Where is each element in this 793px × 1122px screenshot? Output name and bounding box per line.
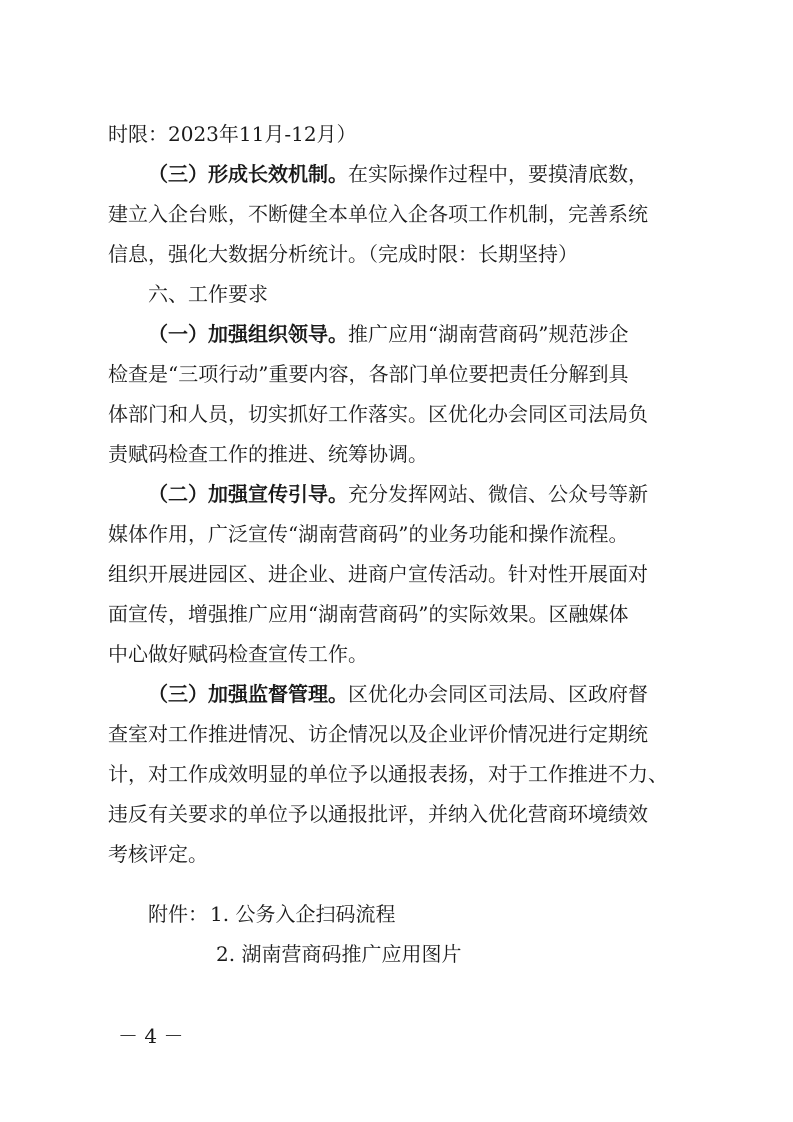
requirement-one-first-line xyxy=(148,320,708,348)
paragraph-title: （三）加强监督管理。 xyxy=(148,682,348,706)
paragraph-three-first-line xyxy=(148,160,708,188)
paragraph-text: 推广应用“湖南营商码”规范涉企 xyxy=(348,322,629,346)
body-line: 信息，强化大数据分析统计。（完成时限：长期坚持） xyxy=(108,242,578,266)
body-line: 查室对工作推进情况、访企情况以及企业评价情况进行定期统 xyxy=(108,722,648,746)
paragraph-text: 区优化办会同区司法局、区政府督 xyxy=(348,682,648,706)
body-line: 面宣传，增强推广应用“湖南营商码”的实际效果。区融媒体 xyxy=(108,602,629,626)
body-line: 违反有关要求的单位予以通报批评，并纳入优化营商环境绩效 xyxy=(108,802,648,826)
attachment-item: 1. 公务入企扫码流程 xyxy=(210,902,396,926)
paragraph-title: （三）形成长效机制。 xyxy=(148,162,348,186)
body-line: 体部门和人员，切实抓好工作落实。区优化办会同区司法局负 xyxy=(108,402,648,426)
body-line: 检查是“三项行动”重要内容，各部门单位要把责任分解到具 xyxy=(108,362,629,386)
body-line: 组织开展进园区、进企业、进商户宣传活动。针对性开展面对 xyxy=(108,562,648,586)
section-heading: 六、工作要求 xyxy=(148,282,268,306)
body-line: 责赋码检查工作的推进、统筹协调。 xyxy=(108,442,428,466)
body-line: 建立入企台账，不断健全本单位入企各项工作机制，完善系统 xyxy=(108,202,648,226)
attachment-item: 2. 湖南营商码推广应用图片 xyxy=(216,942,462,966)
paragraph-title: （二）加强宣传引导。 xyxy=(148,482,348,506)
attachment-label: 附件： xyxy=(148,902,208,926)
paragraph-text: 充分发挥网站、微信、公众号等新 xyxy=(348,482,648,506)
requirement-two-first-line xyxy=(148,480,708,508)
requirement-three-first-line xyxy=(148,680,708,708)
paragraph-title: （一）加强组织领导。 xyxy=(148,322,348,346)
body-line: 考核评定。 xyxy=(108,842,208,866)
page-number: － 4 － xyxy=(118,1024,184,1048)
body-line: 中心做好赋码检查宣传工作。 xyxy=(108,642,368,666)
body-line: 时限：2023年11月-12月） xyxy=(108,122,357,146)
paragraph-text: 在实际操作过程中，要摸清底数， xyxy=(348,162,648,186)
body-line: 媒体作用，广泛宣传“湖南营商码”的业务功能和操作流程。 xyxy=(108,522,629,546)
body-line: 计，对工作成效明显的单位予以通报表扬，对于工作推进不力、 xyxy=(108,762,668,786)
